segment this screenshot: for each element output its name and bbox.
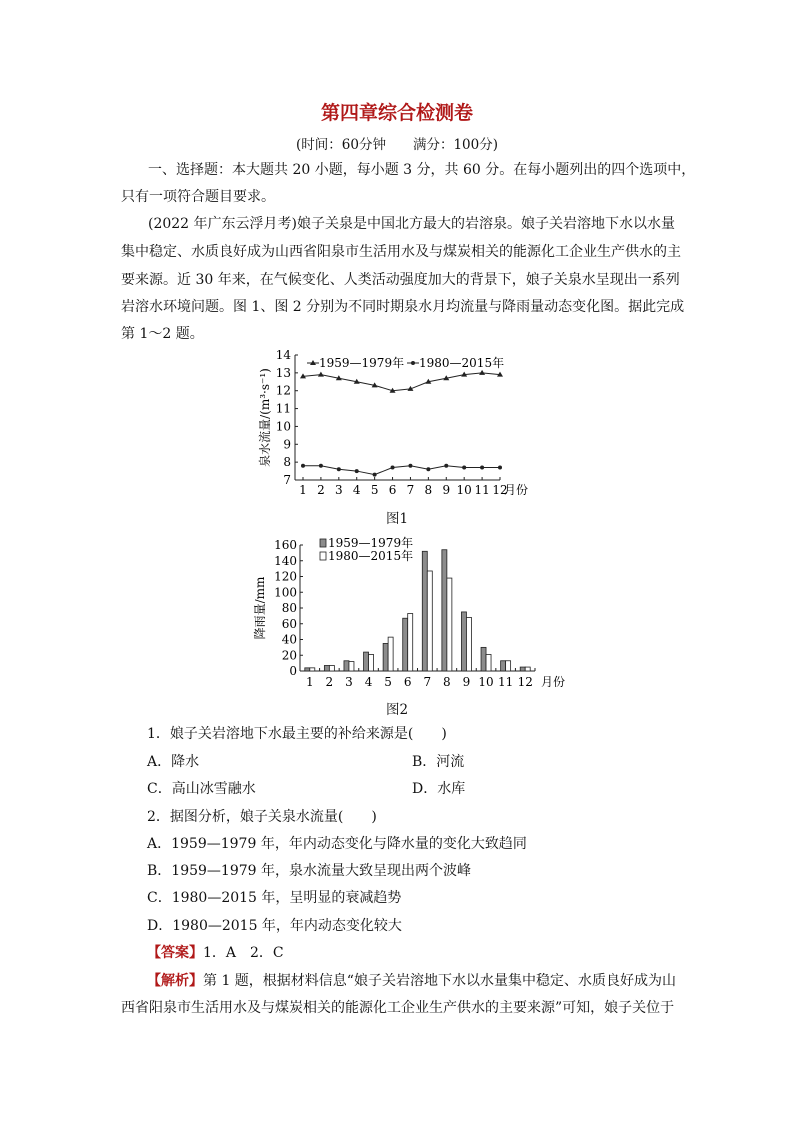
svg-text:3: 3 — [334, 483, 343, 497]
svg-text:10: 10 — [275, 419, 291, 434]
question-2-option-d[interactable]: D．1980—2015 年，年内动态变化较大 — [147, 918, 402, 934]
svg-text:120: 120 — [274, 569, 297, 584]
analysis-text-1: 第 1 题，根据材料信息“娘子关岩溶地下水以水量集中稳定、水质良好成为山 — [203, 973, 676, 989]
svg-text:8: 8 — [424, 483, 433, 497]
question-2-option-a[interactable]: A．1959—1979 年，年内动态变化与降水量的变化大致趋同 — [147, 836, 527, 852]
svg-text:12: 12 — [517, 675, 533, 689]
svg-text:8: 8 — [443, 675, 451, 689]
svg-text:14: 14 — [275, 348, 291, 362]
svg-text:0: 0 — [289, 664, 297, 678]
svg-text:9: 9 — [442, 483, 451, 497]
figure-1-caption: 图1 — [386, 511, 409, 527]
svg-text:12: 12 — [492, 483, 508, 497]
figure-2-bar-chart — [250, 535, 580, 695]
exam-info: (时间：60分钟 满分：100分) — [296, 137, 498, 153]
figure-2-caption: 图2 — [386, 702, 409, 718]
passage-line: 要来源。近 30 年来，在气候变化、人类活动强度加大的背景下，娘子关泉水呈现出一系列 — [121, 272, 680, 288]
svg-text:月份: 月份 — [504, 483, 529, 497]
svg-text:9: 9 — [283, 437, 291, 452]
svg-text:80: 80 — [281, 601, 297, 615]
svg-text:12: 12 — [275, 383, 291, 398]
svg-text:8: 8 — [283, 455, 291, 470]
page-title: 第四章综合检测卷 — [320, 102, 473, 124]
svg-text:20: 20 — [281, 648, 297, 663]
svg-text:140: 140 — [274, 553, 297, 568]
svg-text:4: 4 — [352, 483, 361, 497]
svg-text:6: 6 — [388, 483, 397, 497]
question-1-stem: 1．娘子关岩溶地下水最主要的补给来源是( ) — [147, 726, 447, 742]
svg-text:降雨量/mm: 降雨量/mm — [253, 576, 267, 640]
svg-text:11: 11 — [474, 483, 490, 497]
answer-line — [147, 939, 284, 967]
question-2-stem: 2．据图分析，娘子关泉水流量( ) — [147, 809, 377, 825]
svg-text:13: 13 — [275, 365, 291, 380]
svg-text:3: 3 — [345, 675, 353, 689]
svg-text:1980—2015年: 1980—2015年 — [419, 356, 505, 370]
figure-1-line-chart — [255, 345, 555, 505]
svg-text:泉水流量/(m³·s⁻¹): 泉水流量/(m³·s⁻¹) — [258, 368, 272, 467]
svg-text:60: 60 — [281, 616, 297, 631]
section-intro-line1: 一、选择题：本大题共 20 小题，每小题 3 分，共 60 分。在每小题列出的四个选项中， — [148, 162, 696, 178]
analysis-line2: 西省阳泉市生活用水及与煤炭相关的能源化工企业生产供水的主要来源”可知，娘子关位于 — [121, 1000, 675, 1016]
svg-text:6: 6 — [403, 675, 412, 689]
svg-text:2: 2 — [317, 483, 325, 497]
svg-text:10: 10 — [478, 675, 494, 689]
analysis-line1 — [147, 967, 676, 995]
question-1-option-c[interactable]: C．高山冰雪融水 — [147, 781, 256, 797]
answer-text: 1．A 2．C — [203, 945, 284, 961]
passage-line: 第 1～2 题。 — [121, 326, 204, 342]
passage-line: (2022 年广东云浮月考)娘子关泉是中国北方最大的岩溶泉。娘子关岩溶地下水以水量 — [148, 216, 676, 232]
svg-text:7: 7 — [423, 675, 432, 689]
passage-line: 集中稳定、水质良好成为山西省阳泉市生活用水及与煤炭相关的能源化工企业生产供水的主 — [121, 244, 681, 260]
svg-text:1959—1979年: 1959—1979年 — [328, 536, 414, 550]
question-2-option-b[interactable]: B．1959—1979 年，泉水流量大致呈现出两个波峰 — [147, 863, 471, 879]
svg-text:1: 1 — [305, 675, 314, 689]
svg-text:10: 10 — [456, 483, 472, 497]
svg-text:11: 11 — [275, 401, 291, 416]
svg-text:11: 11 — [497, 675, 514, 689]
svg-text:1: 1 — [299, 483, 307, 497]
svg-text:5: 5 — [370, 483, 379, 497]
svg-text:月份: 月份 — [541, 675, 566, 689]
svg-text:7: 7 — [406, 483, 415, 497]
svg-text:1980—2015年: 1980—2015年 — [328, 549, 414, 563]
svg-text:40: 40 — [281, 632, 297, 647]
svg-text:9: 9 — [462, 675, 471, 689]
passage-line: 岩溶水环境问题。图 1、图 2 分别为不同时期泉水月均流量与降雨量动态变化图。据此完成 — [121, 299, 685, 315]
question-1-option-a[interactable]: A．降水 — [147, 754, 200, 770]
svg-text:1959—1979年: 1959—1979年 — [319, 356, 405, 370]
svg-text:5: 5 — [384, 675, 392, 689]
svg-text:100: 100 — [274, 585, 297, 600]
question-1-option-d[interactable]: D．水库 — [412, 781, 466, 797]
question-1-option-b[interactable]: B．河流 — [412, 754, 465, 770]
section-intro-line2: 只有一项符合题目要求。 — [121, 189, 275, 205]
question-2-option-c[interactable]: C．1980—2015 年，呈明显的衰减趋势 — [147, 890, 402, 906]
svg-text:160: 160 — [274, 538, 297, 552]
answer-tag: 【答案】 — [147, 945, 203, 961]
analysis-tag: 【解析】 — [147, 973, 203, 989]
svg-text:7: 7 — [283, 473, 291, 487]
svg-text:2: 2 — [325, 675, 334, 689]
svg-text:4: 4 — [364, 675, 373, 689]
